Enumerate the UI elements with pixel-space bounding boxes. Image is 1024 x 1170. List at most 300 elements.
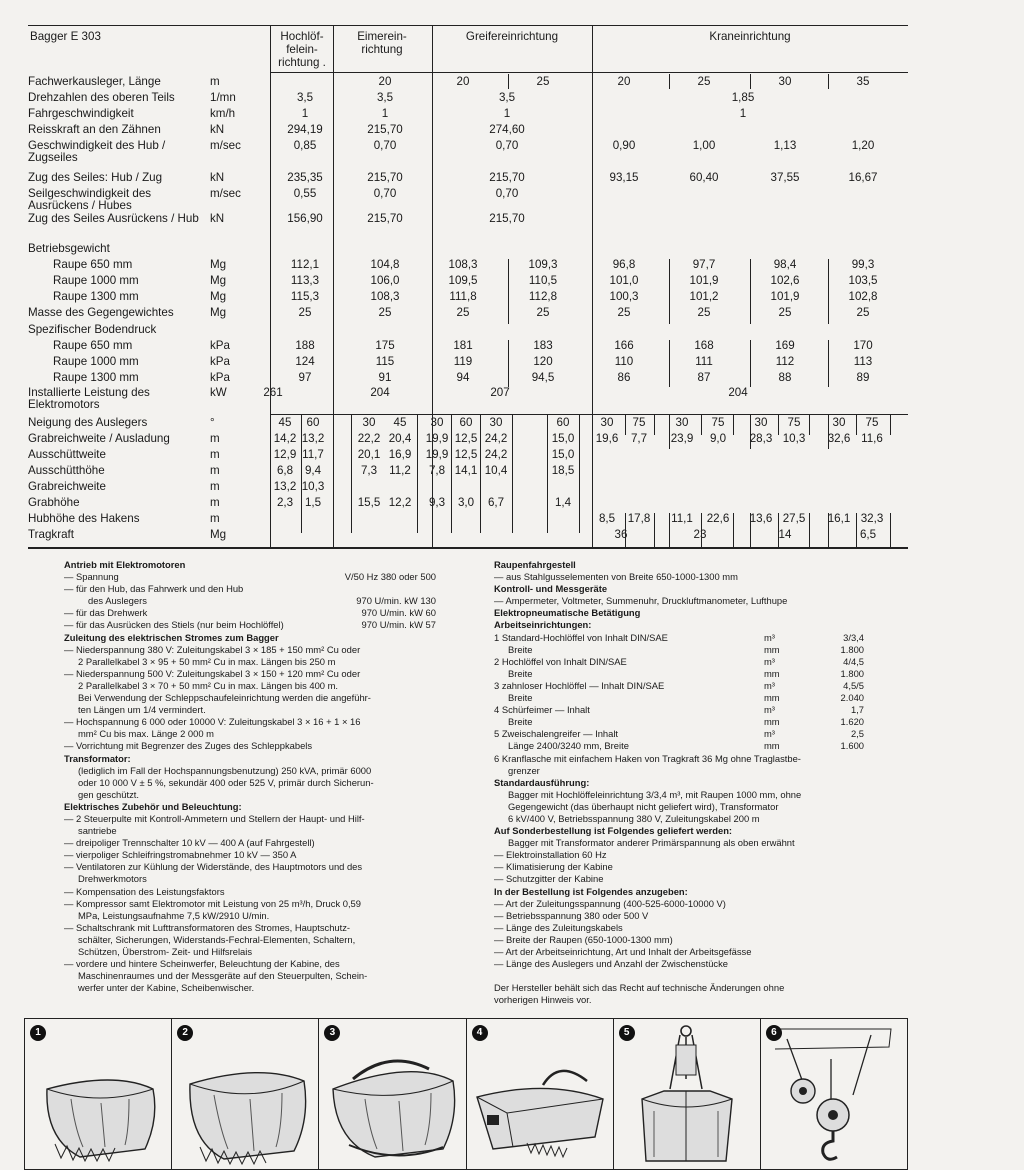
line-text: — dreipoliger Trennschalter 10 kV — 400 A (auf Fahrgestell) bbox=[64, 837, 315, 849]
text-line bbox=[64, 789, 436, 801]
cell-divider bbox=[512, 435, 513, 493]
group-header bbox=[442, 31, 582, 44]
line-value: 1,7 bbox=[850, 704, 864, 716]
table-cell: 15,0 bbox=[551, 432, 575, 445]
table-cell: 20 bbox=[456, 75, 470, 88]
section-heading bbox=[64, 559, 436, 571]
line-text: Elektrisches Zubehör und Beleuchtung: bbox=[64, 800, 242, 812]
line-text: — für das Ausrücken des Stiels (nur beim Hochlöffel) bbox=[64, 619, 284, 631]
figure-number: 1 bbox=[30, 1025, 46, 1041]
row-label: Reisskraft an den Zähnen bbox=[28, 123, 161, 136]
row-unit: m bbox=[210, 512, 220, 525]
table-cell: 10,3 bbox=[301, 480, 325, 493]
table-cell: 6,8 bbox=[276, 464, 294, 477]
line-text: Bagger mit Transformator anderer Primärspannung als oben erwähnt bbox=[508, 837, 795, 849]
row-unit: m/sec bbox=[210, 139, 241, 152]
line-text: — Spannung bbox=[64, 571, 119, 583]
line-text: 5 Zweischalengreifer — Inhalt bbox=[494, 728, 619, 740]
row-unit: kN bbox=[210, 212, 225, 225]
table-cell: 25 bbox=[456, 306, 470, 319]
line-text: In der Bestellung ist Folgendes anzugeben: bbox=[494, 885, 688, 897]
line-text: santriebe bbox=[78, 825, 117, 837]
table-cell: 111,8 bbox=[449, 290, 477, 303]
line-text: — Vorrichtung mit Begrenzer des Zuges des Schleppkabels bbox=[64, 740, 313, 752]
cell-divider bbox=[701, 414, 702, 435]
cell-divider bbox=[750, 307, 751, 324]
table-cell: 25 bbox=[378, 306, 392, 319]
cell-divider bbox=[625, 414, 626, 435]
table-cell: 166 bbox=[614, 339, 634, 352]
text-line bbox=[64, 849, 436, 861]
line-unit: mm bbox=[764, 643, 780, 655]
table-cell: 3,5 bbox=[376, 91, 394, 104]
line-text: Breite bbox=[508, 643, 533, 655]
text-line bbox=[494, 728, 864, 740]
table-cell: 25 bbox=[856, 306, 870, 319]
table-cell: 23 bbox=[693, 528, 707, 541]
table-cell: 1,85 bbox=[731, 91, 755, 104]
line-text: — aus Stahlgusselementen von Breite 650-1000-1300 mm bbox=[494, 571, 738, 583]
row-label: Geschwindigkeit des Hub / Zugseiles bbox=[28, 139, 166, 165]
table-cell: 112 bbox=[775, 355, 795, 368]
table-cell: 98,4 bbox=[773, 258, 797, 271]
cell-divider bbox=[669, 414, 670, 435]
text-line bbox=[64, 886, 436, 898]
text-line bbox=[64, 970, 436, 982]
cell-divider bbox=[809, 513, 810, 547]
line-text: gen geschützt. bbox=[78, 788, 139, 800]
table-cell: 20 bbox=[378, 75, 392, 88]
table-cell: 1,13 bbox=[773, 139, 797, 152]
table-cell: 215,70 bbox=[489, 212, 525, 225]
line-text: — Art der Arbeitseinrichtung, Art und Inhalt der Arbeitsgefässe bbox=[494, 946, 752, 957]
row-label: Seilgeschwindigkeit des Ausrückens / Hubes bbox=[28, 187, 152, 213]
cell-divider bbox=[856, 414, 857, 435]
cell-divider bbox=[351, 414, 352, 435]
cell-divider bbox=[508, 74, 509, 89]
line-text: — Niederspannung 500 V: Zuleitungskabel 3 × 150 + 120 mm² Cu oder bbox=[64, 667, 361, 679]
table-cell: 11,1 bbox=[671, 512, 693, 525]
row-label: Raupe 1300 mm bbox=[53, 371, 139, 384]
text-line bbox=[64, 644, 436, 656]
table-cell: 32,6 bbox=[827, 432, 851, 445]
cell-divider bbox=[750, 513, 751, 547]
table-cell: 1 bbox=[381, 107, 389, 120]
line-value: 3/3,4 bbox=[843, 631, 864, 643]
table-cell: 235,35 bbox=[287, 171, 323, 184]
line-text: Bagger mit Hochlöffeleinrichtung 3/3,4 m³, mit Raupen 1000 mm, ohne bbox=[508, 788, 802, 800]
cell-divider bbox=[480, 493, 481, 533]
line-text: Zuleitung des elektrischen Stromes zum Bagger bbox=[64, 631, 279, 643]
table-cell: 16,1 bbox=[827, 512, 851, 525]
cell-divider bbox=[778, 513, 779, 547]
table-cell: 12,5 bbox=[454, 448, 478, 461]
text-line bbox=[64, 861, 436, 873]
table-cell: 111 bbox=[695, 355, 713, 368]
header-rule bbox=[270, 72, 908, 73]
table-cell: 86 bbox=[617, 371, 631, 384]
table-cell: 112,8 bbox=[528, 290, 558, 303]
text-line bbox=[494, 946, 864, 958]
table-cell: 204 bbox=[728, 386, 748, 399]
table-cell: 60 bbox=[556, 416, 570, 429]
text-line bbox=[494, 910, 864, 922]
table-cell: 6,5 bbox=[859, 528, 877, 541]
cell-divider bbox=[828, 414, 829, 435]
row-unit: 1/mn bbox=[210, 91, 236, 104]
table-cell: 110 bbox=[614, 355, 634, 368]
row-label: Drehzahlen des oberen Teils bbox=[28, 91, 175, 104]
table-cell: 89 bbox=[856, 371, 870, 384]
table-cell: 12,2 bbox=[388, 496, 412, 509]
cell-divider bbox=[417, 493, 418, 533]
table-cell: 22,6 bbox=[706, 512, 730, 525]
text-line bbox=[64, 607, 436, 619]
cell-divider bbox=[669, 433, 670, 449]
table-cell: 168 bbox=[694, 339, 714, 352]
column-divider bbox=[592, 25, 593, 547]
table-cell: 25 bbox=[536, 306, 550, 319]
table-cell: 14,1 bbox=[454, 464, 478, 477]
row-unit: kW bbox=[210, 386, 227, 399]
line-text: (lediglich im Fall der Hochspannungsbenutzung) 250 kVA, primär 6000 bbox=[78, 764, 372, 776]
text-line bbox=[64, 583, 436, 595]
line-text: werfer unter der Kabine, Scheibenwischer. bbox=[78, 982, 255, 994]
table-cell: 25 bbox=[697, 75, 711, 88]
table-cell: 101,0 bbox=[609, 274, 639, 287]
row-unit: m bbox=[210, 464, 220, 477]
row-unit: m bbox=[210, 448, 220, 461]
table-cell: 188 bbox=[295, 339, 315, 352]
column-divider bbox=[333, 25, 334, 547]
line-text: — Hochspannung 6 000 oder 10000 V: Zuleitungskabel 3 × 16 + 1 × 16 bbox=[64, 716, 361, 728]
row-unit: m bbox=[210, 496, 220, 509]
text-line bbox=[494, 704, 864, 716]
line-text: Antrieb mit Elektromotoren bbox=[64, 559, 186, 570]
text-line bbox=[494, 970, 864, 982]
table-cell: 113,3 bbox=[290, 274, 320, 287]
line-text: Transformator: bbox=[64, 752, 131, 764]
table-cell: 75 bbox=[787, 416, 801, 429]
group-header-line: felein- bbox=[286, 42, 318, 56]
table-cell: 294,19 bbox=[287, 123, 323, 136]
line-text: 1 Standard-Hochlöffel von Inhalt DIN/SAE bbox=[494, 631, 668, 643]
line-text: 2 Hochlöffel von Inhalt DIN/SAE bbox=[494, 655, 627, 667]
section-heading bbox=[64, 801, 436, 813]
table-cell: 23,9 bbox=[670, 432, 694, 445]
line-text: — Ampermeter, Voltmeter, Summenuhr, Druckluftmanometer, Lufthupe bbox=[494, 595, 788, 607]
cell-divider bbox=[451, 493, 452, 533]
table-cell: 9,3 bbox=[428, 496, 446, 509]
table-cell: 97 bbox=[298, 371, 312, 384]
line-text: 2 Parallelkabel 3 × 95 + 50 mm² Cu in max. Längen bis 250 m bbox=[78, 655, 336, 667]
table-cell: 7,3 bbox=[360, 464, 378, 477]
cell-divider bbox=[828, 259, 829, 307]
table-cell: 2,3 bbox=[276, 496, 294, 509]
line-text: 6 Kranflasche mit einfachem Haken von Tragkraft 36 Mg ohne Traglastbe- bbox=[494, 752, 801, 764]
table-title: Bagger E 303 bbox=[30, 30, 101, 43]
line-text: des Auslegers bbox=[88, 595, 147, 607]
table-cell: 119 bbox=[453, 355, 473, 368]
table-cell: 11,6 bbox=[861, 432, 883, 445]
table-cell: 8,5 bbox=[598, 512, 616, 525]
text-line bbox=[494, 873, 864, 885]
text-line bbox=[64, 934, 436, 946]
cell-divider bbox=[351, 493, 352, 533]
cell-divider bbox=[451, 435, 452, 493]
table-cell: 9,0 bbox=[709, 432, 727, 445]
table-cell: 1 bbox=[301, 107, 309, 120]
table-cell: 10,3 bbox=[782, 432, 806, 445]
table-cell: 30 bbox=[362, 416, 376, 429]
table-cell: 3,5 bbox=[498, 91, 516, 104]
text-line bbox=[64, 946, 436, 958]
line-value: 2.040 bbox=[840, 692, 864, 704]
line-text: — Betriebsspannung 380 oder 500 V bbox=[494, 909, 649, 921]
figure-panel bbox=[172, 1019, 319, 1169]
table-cell: 15,0 bbox=[551, 448, 575, 461]
table-cell: 13,2 bbox=[273, 480, 297, 493]
table-cell: 6,7 bbox=[487, 496, 505, 509]
line-text: — Elektroinstallation 60 Hz bbox=[494, 849, 607, 861]
text-line bbox=[64, 777, 436, 789]
line-text: Auf Sonderbestellung ist Folgendes geliefert werden: bbox=[494, 825, 733, 837]
table-cell: 60 bbox=[306, 416, 320, 429]
cell-divider bbox=[654, 414, 655, 435]
line-text: — Art der Zuleitungsspannung (400-525-6000-10000 V) bbox=[494, 897, 726, 909]
table-cell: 99,3 bbox=[851, 258, 875, 271]
line-value: 1.600 bbox=[840, 740, 864, 752]
line-text: Kontroll- und Messgeräte bbox=[494, 583, 608, 595]
line-text: — vordere und hintere Scheinwerfer, Beleuchtung der Kabine, des bbox=[64, 958, 340, 970]
table-cell: 30 bbox=[600, 416, 614, 429]
text-line bbox=[494, 934, 864, 946]
table-cell: 25 bbox=[536, 75, 550, 88]
text-line bbox=[64, 668, 436, 680]
table-cell: 103,5 bbox=[848, 274, 878, 287]
spec-table bbox=[28, 25, 908, 547]
group-header-line: Greifereinrichtung bbox=[465, 30, 559, 43]
table-cell: 0,70 bbox=[373, 139, 397, 152]
line-text: grenzer bbox=[508, 764, 540, 776]
table-cell: 13,2 bbox=[301, 432, 325, 445]
line-text: — Ventilatoren zur Kühlung der Widerstände, des Hauptmotors und des bbox=[64, 861, 363, 873]
line-text: — Schaltschrank mit Lufttransformatoren des Stromes, Hauptschutz- bbox=[64, 921, 351, 933]
table-cell: 215,70 bbox=[367, 123, 403, 136]
line-value: 970 U/min. kW 57 bbox=[361, 619, 436, 631]
group-header-line: Hochlöf- bbox=[280, 30, 324, 43]
text-line bbox=[494, 837, 864, 849]
line-value: 4/4,5 bbox=[843, 655, 864, 667]
row-label: Installierte Leistung des Elektromotors bbox=[28, 386, 150, 412]
group-header-line: richtung bbox=[361, 42, 403, 56]
row-unit: km/h bbox=[210, 107, 236, 120]
table-cell: 91 bbox=[378, 371, 392, 384]
line-text: — Länge des Zuleitungskabels bbox=[494, 921, 623, 933]
table-cell: 183 bbox=[533, 339, 553, 352]
figure-panel bbox=[761, 1019, 907, 1169]
table-cell: 45 bbox=[278, 416, 292, 429]
right-text-column bbox=[494, 559, 864, 1006]
table-cell: 101,9 bbox=[770, 290, 800, 303]
cell-divider bbox=[890, 414, 891, 435]
table-cell: 24,2 bbox=[484, 448, 508, 461]
section-heading bbox=[64, 753, 436, 765]
row-rule bbox=[270, 414, 908, 415]
table-cell: 45 bbox=[393, 416, 407, 429]
row-label: Raupe 650 mm bbox=[53, 258, 133, 271]
cell-divider bbox=[579, 493, 580, 533]
table-cell: 30 bbox=[832, 416, 846, 429]
table-cell: 25 bbox=[617, 306, 631, 319]
row-label: Fachwerkausleger, Länge bbox=[28, 75, 161, 88]
table-cell: 96,8 bbox=[612, 258, 636, 271]
line-text: — Länge des Auslegers und Anzahl der Zwischenstücke bbox=[494, 958, 728, 970]
figure-panel bbox=[25, 1019, 172, 1169]
figure-number: 6 bbox=[766, 1025, 782, 1041]
section-heading bbox=[494, 619, 864, 631]
table-cell: 93,15 bbox=[609, 171, 639, 184]
line-text: — Kompressor samt Elektromotor mit Leistung von 25 m³/h, Druck 0,59 bbox=[64, 897, 361, 909]
cell-divider bbox=[669, 513, 670, 547]
cell-divider bbox=[625, 513, 626, 547]
table-cell: 109,3 bbox=[528, 258, 558, 271]
table-cell: 60 bbox=[459, 416, 473, 429]
text-line bbox=[64, 680, 436, 692]
cell-divider bbox=[733, 513, 734, 547]
text-line bbox=[64, 958, 436, 970]
table-cell: 0,70 bbox=[495, 187, 519, 200]
figure-strip bbox=[24, 1018, 908, 1170]
row-label: Zug des Seiles Ausrückens / Hub bbox=[28, 212, 199, 225]
line-text: 3 zahnloser Hochlöffel — Inhalt DIN/SAE bbox=[494, 679, 665, 691]
table-cell: 101,2 bbox=[689, 290, 719, 303]
table-cell: 215,70 bbox=[367, 212, 403, 225]
line-text: Arbeitseinrichtungen: bbox=[494, 619, 592, 631]
table-cell: 1 bbox=[739, 107, 747, 120]
section-heading bbox=[494, 607, 864, 619]
text-line bbox=[494, 668, 864, 680]
text-line bbox=[494, 571, 864, 583]
line-unit: m³ bbox=[764, 728, 775, 740]
text-line bbox=[64, 619, 436, 631]
table-cell: 102,8 bbox=[848, 290, 878, 303]
row-unit: ° bbox=[210, 416, 215, 429]
table-cell: 101,9 bbox=[689, 274, 719, 287]
line-text: 2 Parallelkabel 3 × 70 + 50 mm² Cu in max. Längen bis 400 m. bbox=[78, 679, 339, 691]
line-unit: m³ bbox=[764, 679, 775, 691]
cell-divider bbox=[890, 513, 891, 547]
text-line bbox=[64, 765, 436, 777]
table-cell: 104,8 bbox=[370, 258, 400, 271]
row-unit: Mg bbox=[210, 290, 227, 303]
table-cell: 1,4 bbox=[554, 496, 572, 509]
table-cell: 30 bbox=[778, 75, 792, 88]
line-text: — Klimatisierung der Kabine bbox=[494, 861, 613, 873]
line-text: Schützen, Überstrom- Zeit- und Hilfsrelais bbox=[78, 946, 253, 957]
row-unit: Mg bbox=[210, 306, 227, 319]
left-text-column bbox=[64, 559, 436, 994]
line-text: Raupenfahrgestell bbox=[494, 559, 576, 570]
row-label: Tragkraft bbox=[28, 528, 74, 541]
row-label: Raupe 1300 mm bbox=[53, 290, 139, 303]
text-line bbox=[64, 656, 436, 668]
cell-divider bbox=[809, 414, 810, 435]
table-cell: 35 bbox=[856, 75, 870, 88]
line-text: Gegengewicht (das überhaupt nicht geliefert wird), Transformator bbox=[508, 800, 779, 812]
text-line bbox=[494, 740, 864, 752]
table-cell: 16,67 bbox=[848, 171, 878, 184]
row-label: Betriebsgewicht bbox=[28, 242, 110, 255]
cell-divider bbox=[828, 340, 829, 387]
table-cell: 16,9 bbox=[388, 448, 412, 461]
section-heading bbox=[494, 825, 864, 837]
table-cell: 11,2 bbox=[389, 464, 411, 477]
line-value: 1.800 bbox=[840, 643, 864, 655]
section-heading bbox=[64, 632, 436, 644]
table-cell: 0,70 bbox=[373, 187, 397, 200]
table-cell: 0,70 bbox=[495, 139, 519, 152]
table-cell: 175 bbox=[375, 339, 395, 352]
table-cell: 0,90 bbox=[612, 139, 636, 152]
cell-divider bbox=[856, 513, 857, 547]
line-text: Länge 2400/3240 mm, Breite bbox=[508, 740, 629, 752]
table-cell: 109,5 bbox=[448, 274, 478, 287]
line-text: Standardausführung: bbox=[494, 776, 590, 788]
table-cell: 156,90 bbox=[287, 212, 323, 225]
table-cell: 25 bbox=[697, 306, 711, 319]
cell-divider bbox=[547, 435, 548, 493]
text-line bbox=[494, 716, 864, 728]
row-label: Grabreichweite bbox=[28, 480, 106, 493]
text-line bbox=[64, 704, 436, 716]
cell-divider bbox=[750, 259, 751, 307]
row-unit: m bbox=[210, 432, 220, 445]
text-line bbox=[494, 898, 864, 910]
table-cell: 87 bbox=[697, 371, 711, 384]
table-cell: 169 bbox=[775, 339, 795, 352]
cell-divider bbox=[828, 513, 829, 547]
text-line bbox=[64, 740, 436, 752]
table-cell: 261 bbox=[263, 386, 283, 399]
line-text: — Schutzgitter der Kabine bbox=[494, 873, 604, 885]
text-line bbox=[64, 982, 436, 994]
line-text: 6 kV/400 V, Betriebsspannung 380 V, Zuleitungskabel 200 m bbox=[508, 812, 760, 824]
line-unit: mm bbox=[764, 716, 780, 728]
table-cell: 36 bbox=[614, 528, 628, 541]
line-value: 4,5/5 bbox=[843, 679, 864, 691]
line-unit: mm bbox=[764, 692, 780, 704]
cell-divider bbox=[669, 307, 670, 324]
line-value: 970 U/min. kW 130 bbox=[356, 595, 436, 607]
text-line bbox=[494, 849, 864, 861]
table-cell: 207 bbox=[490, 386, 510, 399]
table-cell: 0,85 bbox=[293, 139, 317, 152]
table-cell: 0,55 bbox=[293, 187, 317, 200]
figure-number: 5 bbox=[619, 1025, 635, 1041]
text-line bbox=[64, 571, 436, 583]
table-cell: 115 bbox=[375, 355, 395, 368]
cell-divider bbox=[508, 307, 509, 324]
line-unit: mm bbox=[764, 667, 780, 679]
line-text: oder 10 000 V ± 5 %, sekundär 400 oder 525 V, primär durch Sicherun- bbox=[78, 776, 374, 788]
row-unit: m bbox=[210, 75, 220, 88]
cell-divider bbox=[579, 414, 580, 435]
cell-divider bbox=[828, 74, 829, 89]
cell-divider bbox=[669, 340, 670, 387]
line-value: 1.620 bbox=[840, 716, 864, 728]
cell-divider bbox=[480, 414, 481, 435]
